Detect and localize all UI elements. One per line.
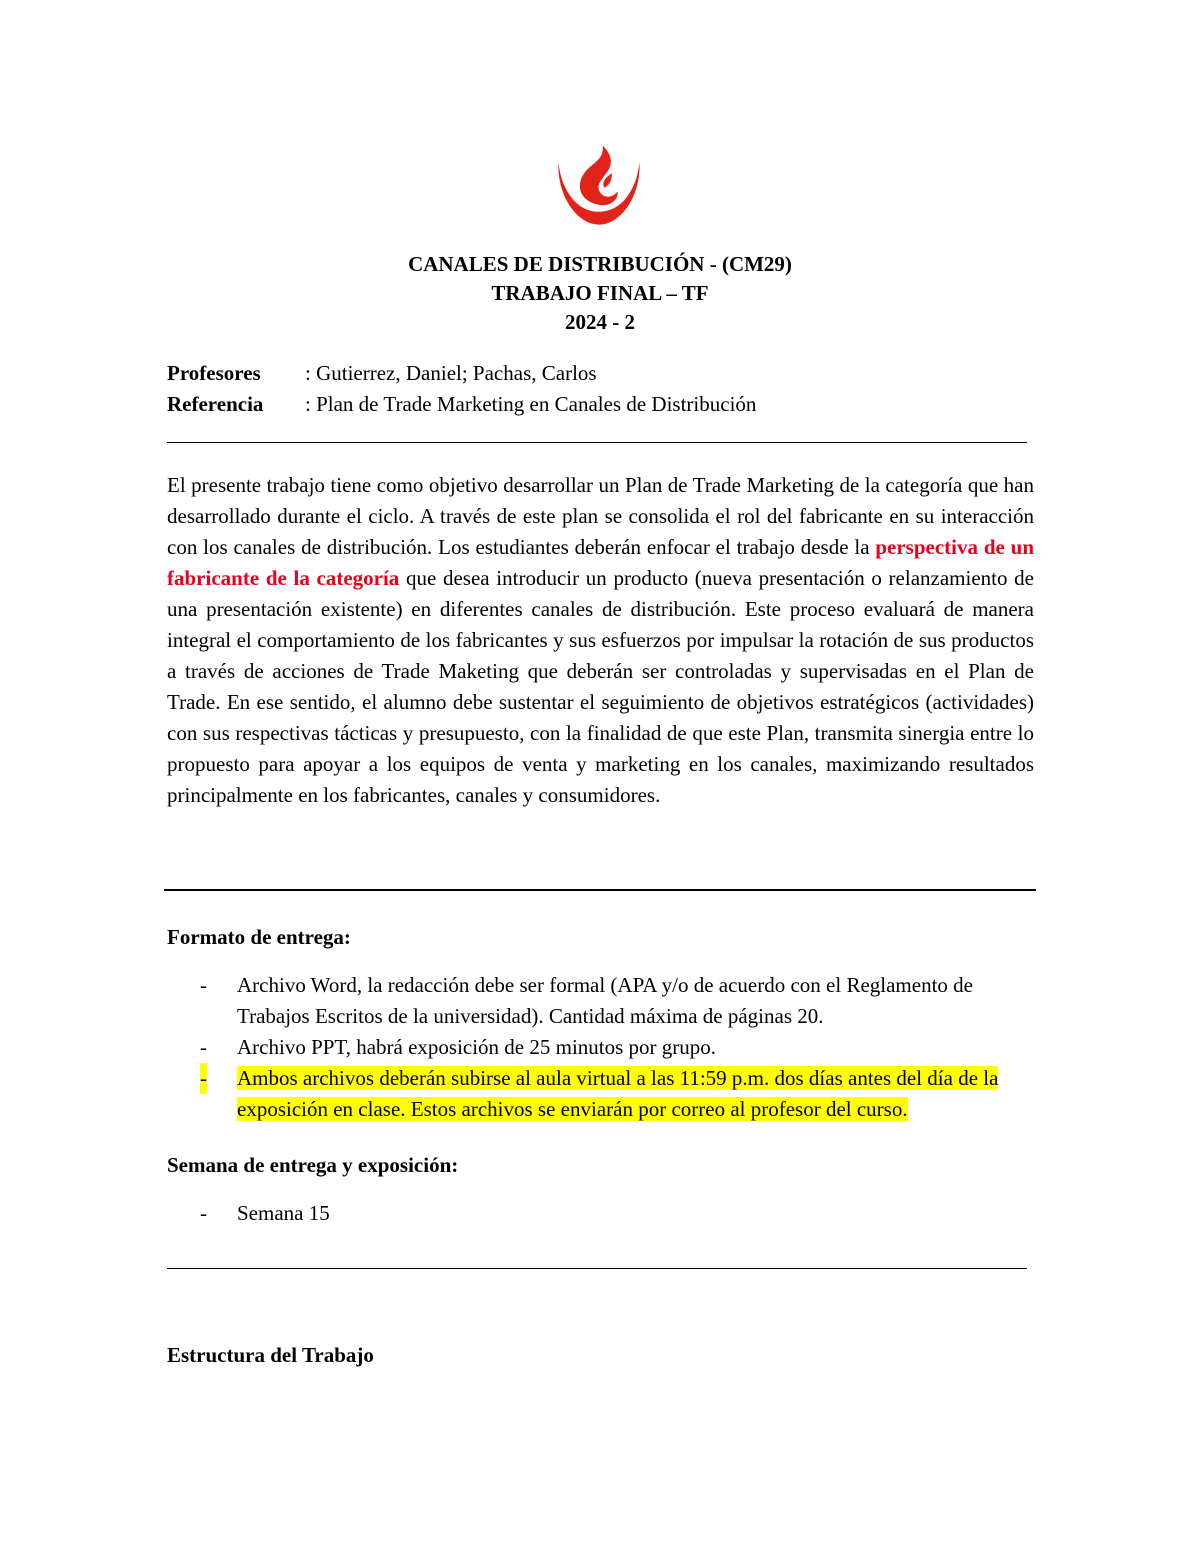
list-bullet: - [200, 973, 207, 997]
structure-heading: Estructura del Trabajo [167, 1343, 374, 1367]
list-bullet: - [200, 1063, 207, 1094]
intro-text-after: que desea introducir un producto (nueva presentación o relanzamiento de una presentación existente) en diferentes canales de distribución. Este proceso evaluará de manera integral el comportamiento de los fabricantes y sus esfuerzos por impulsar la rotación de sus productos a través de acciones de Trade Maketing que deberán ser controladas y supervisadas en el Plan de Trade. En ese sentido, el alumno debe sustentar el seguimiento de objetivos estratégicos (actividades) con sus respectivas tácticas y presupuesto, con la finalidad de que este Plan, transmita sinergia entre lo propuesto para apoyar a los equipos de venta y marketing en los canales, maximizando resultados principalmente en los fabricantes, canales y consumidores. [167, 566, 1034, 807]
list-bullet: - [200, 1201, 207, 1225]
list-item-text: Archivo PPT, habrá exposición de 25 minutos por grupo. [237, 1035, 717, 1059]
list-item-text: Semana 15 [237, 1201, 330, 1225]
meta-info [167, 358, 756, 420]
list-item [167, 970, 1034, 1032]
list-item [167, 1198, 1034, 1229]
delivery-week-heading: Semana de entrega y exposición: [167, 1153, 459, 1177]
reference-label: Referencia [167, 392, 264, 416]
separator-line [167, 442, 1027, 443]
professors-row [167, 358, 756, 389]
professors-label: Profesores [167, 361, 261, 385]
reference-value: : Plan de Trade Marketing en Canales de Distribución [305, 392, 757, 416]
title-block [0, 250, 1200, 337]
list-item-text: Ambos archivos deberán subirse al aula virtual a las 11:59 p.m. dos días antes del día de la exposición en clase. Estos archivos se enviarán por correo al profesor del curso. [237, 1066, 999, 1121]
upc-flame-logo-icon [553, 140, 645, 232]
intro-paragraph [167, 470, 1034, 811]
intro-text-before: El presente trabajo tiene como objetivo desarrollar un Plan de Trade Marketing de la categoría que han desarrollado durante el ciclo. A través de este plan se consolida el rol del fabricante en su interacción con los canales de distribución. Los estudiantes deberán enfocar el trabajo desde la [167, 473, 1034, 559]
separator-line [167, 1268, 1027, 1269]
list-item [167, 1032, 1034, 1063]
reference-row [167, 389, 756, 420]
course-title: CANALES DE DISTRIBUCIÓN - (CM29) [408, 252, 792, 276]
assignment-title: TRABAJO FINAL – TF [491, 281, 709, 305]
section-rule [164, 889, 1036, 891]
term-title: 2024 - 2 [565, 310, 635, 334]
delivery-format-heading: Formato de entrega: [167, 925, 351, 949]
delivery-format-list [167, 970, 1034, 1125]
list-item-text: Archivo Word, la redacción debe ser formal (APA y/o de acuerdo con el Reglamento de Trabajos Escritos de la universidad). Cantidad máxima de páginas 20. [237, 973, 973, 1028]
delivery-week-list [167, 1198, 1034, 1229]
professors-value: : Gutierrez, Daniel; Pachas, Carlos [305, 361, 597, 385]
list-item-highlighted [167, 1063, 1034, 1125]
list-bullet: - [200, 1035, 207, 1059]
intro-emphasis: perspectiva de un fabricante de la categoría [167, 535, 1035, 590]
